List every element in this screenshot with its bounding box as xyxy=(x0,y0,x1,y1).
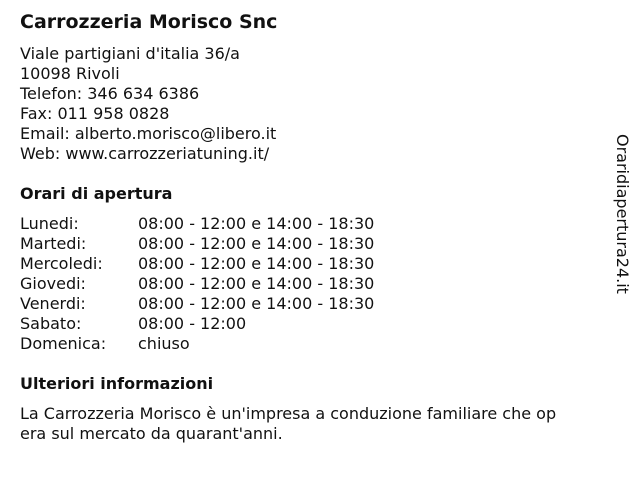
time-value: 08:00 - 12:00 e 14:00 - 18:30 xyxy=(138,274,375,293)
time-value: 08:00 - 12:00 e 14:00 - 18:30 xyxy=(138,294,375,313)
day-label: Giovedi: xyxy=(20,274,86,293)
info-paragraph xyxy=(20,404,620,444)
hours-heading: Orari di apertura xyxy=(20,184,173,203)
time-value: 08:00 - 12:00 xyxy=(138,314,247,333)
day-label: Venerdi: xyxy=(20,294,86,313)
time-value: chiuso xyxy=(138,334,190,353)
hours-row-sabato xyxy=(20,314,374,334)
day-label: Lunedi: xyxy=(20,214,79,233)
address-street: Viale partigiani d'italia 36/a xyxy=(20,44,240,63)
opening-hours-list xyxy=(20,214,374,354)
web-line: Web: www.carrozzeriatuning.it/ xyxy=(20,144,270,163)
hours-row-giovedi xyxy=(20,274,374,294)
time-value: 08:00 - 12:00 e 14:00 - 18:30 xyxy=(138,214,375,233)
address-city: 10098 Rivoli xyxy=(20,64,120,83)
hours-row-mercoledi xyxy=(20,254,374,274)
hours-row-martedi xyxy=(20,234,374,254)
day-label: Martedi: xyxy=(20,234,87,253)
business-name: Carrozzeria Morisco Snc xyxy=(20,11,278,33)
email-line: Email: alberto.morisco@libero.it xyxy=(20,124,277,143)
contact-details xyxy=(20,44,276,164)
day-label: Mercoledi: xyxy=(20,254,103,273)
time-value: 08:00 - 12:00 e 14:00 - 18:30 xyxy=(138,254,375,273)
info-line: era sul mercato da quarant'anni. xyxy=(20,424,283,443)
hours-row-lunedi xyxy=(20,214,374,234)
site-brand-text: Oraridiapertura24.it xyxy=(613,134,632,294)
time-value: 08:00 - 12:00 e 14:00 - 18:30 xyxy=(138,234,375,253)
day-label: Domenica: xyxy=(20,334,107,353)
fax-line: Fax: 011 958 0828 xyxy=(20,104,170,123)
info-heading: Ulteriori informazioni xyxy=(20,374,214,393)
info-line: La Carrozzeria Morisco è un'impresa a conduzione familiare che op xyxy=(20,404,557,423)
hours-row-domenica xyxy=(20,334,374,354)
day-label: Sabato: xyxy=(20,314,82,333)
phone-line: Telefon: 346 634 6386 xyxy=(20,84,200,103)
site-brand-vertical xyxy=(612,134,634,314)
hours-row-venerdi xyxy=(20,294,374,314)
